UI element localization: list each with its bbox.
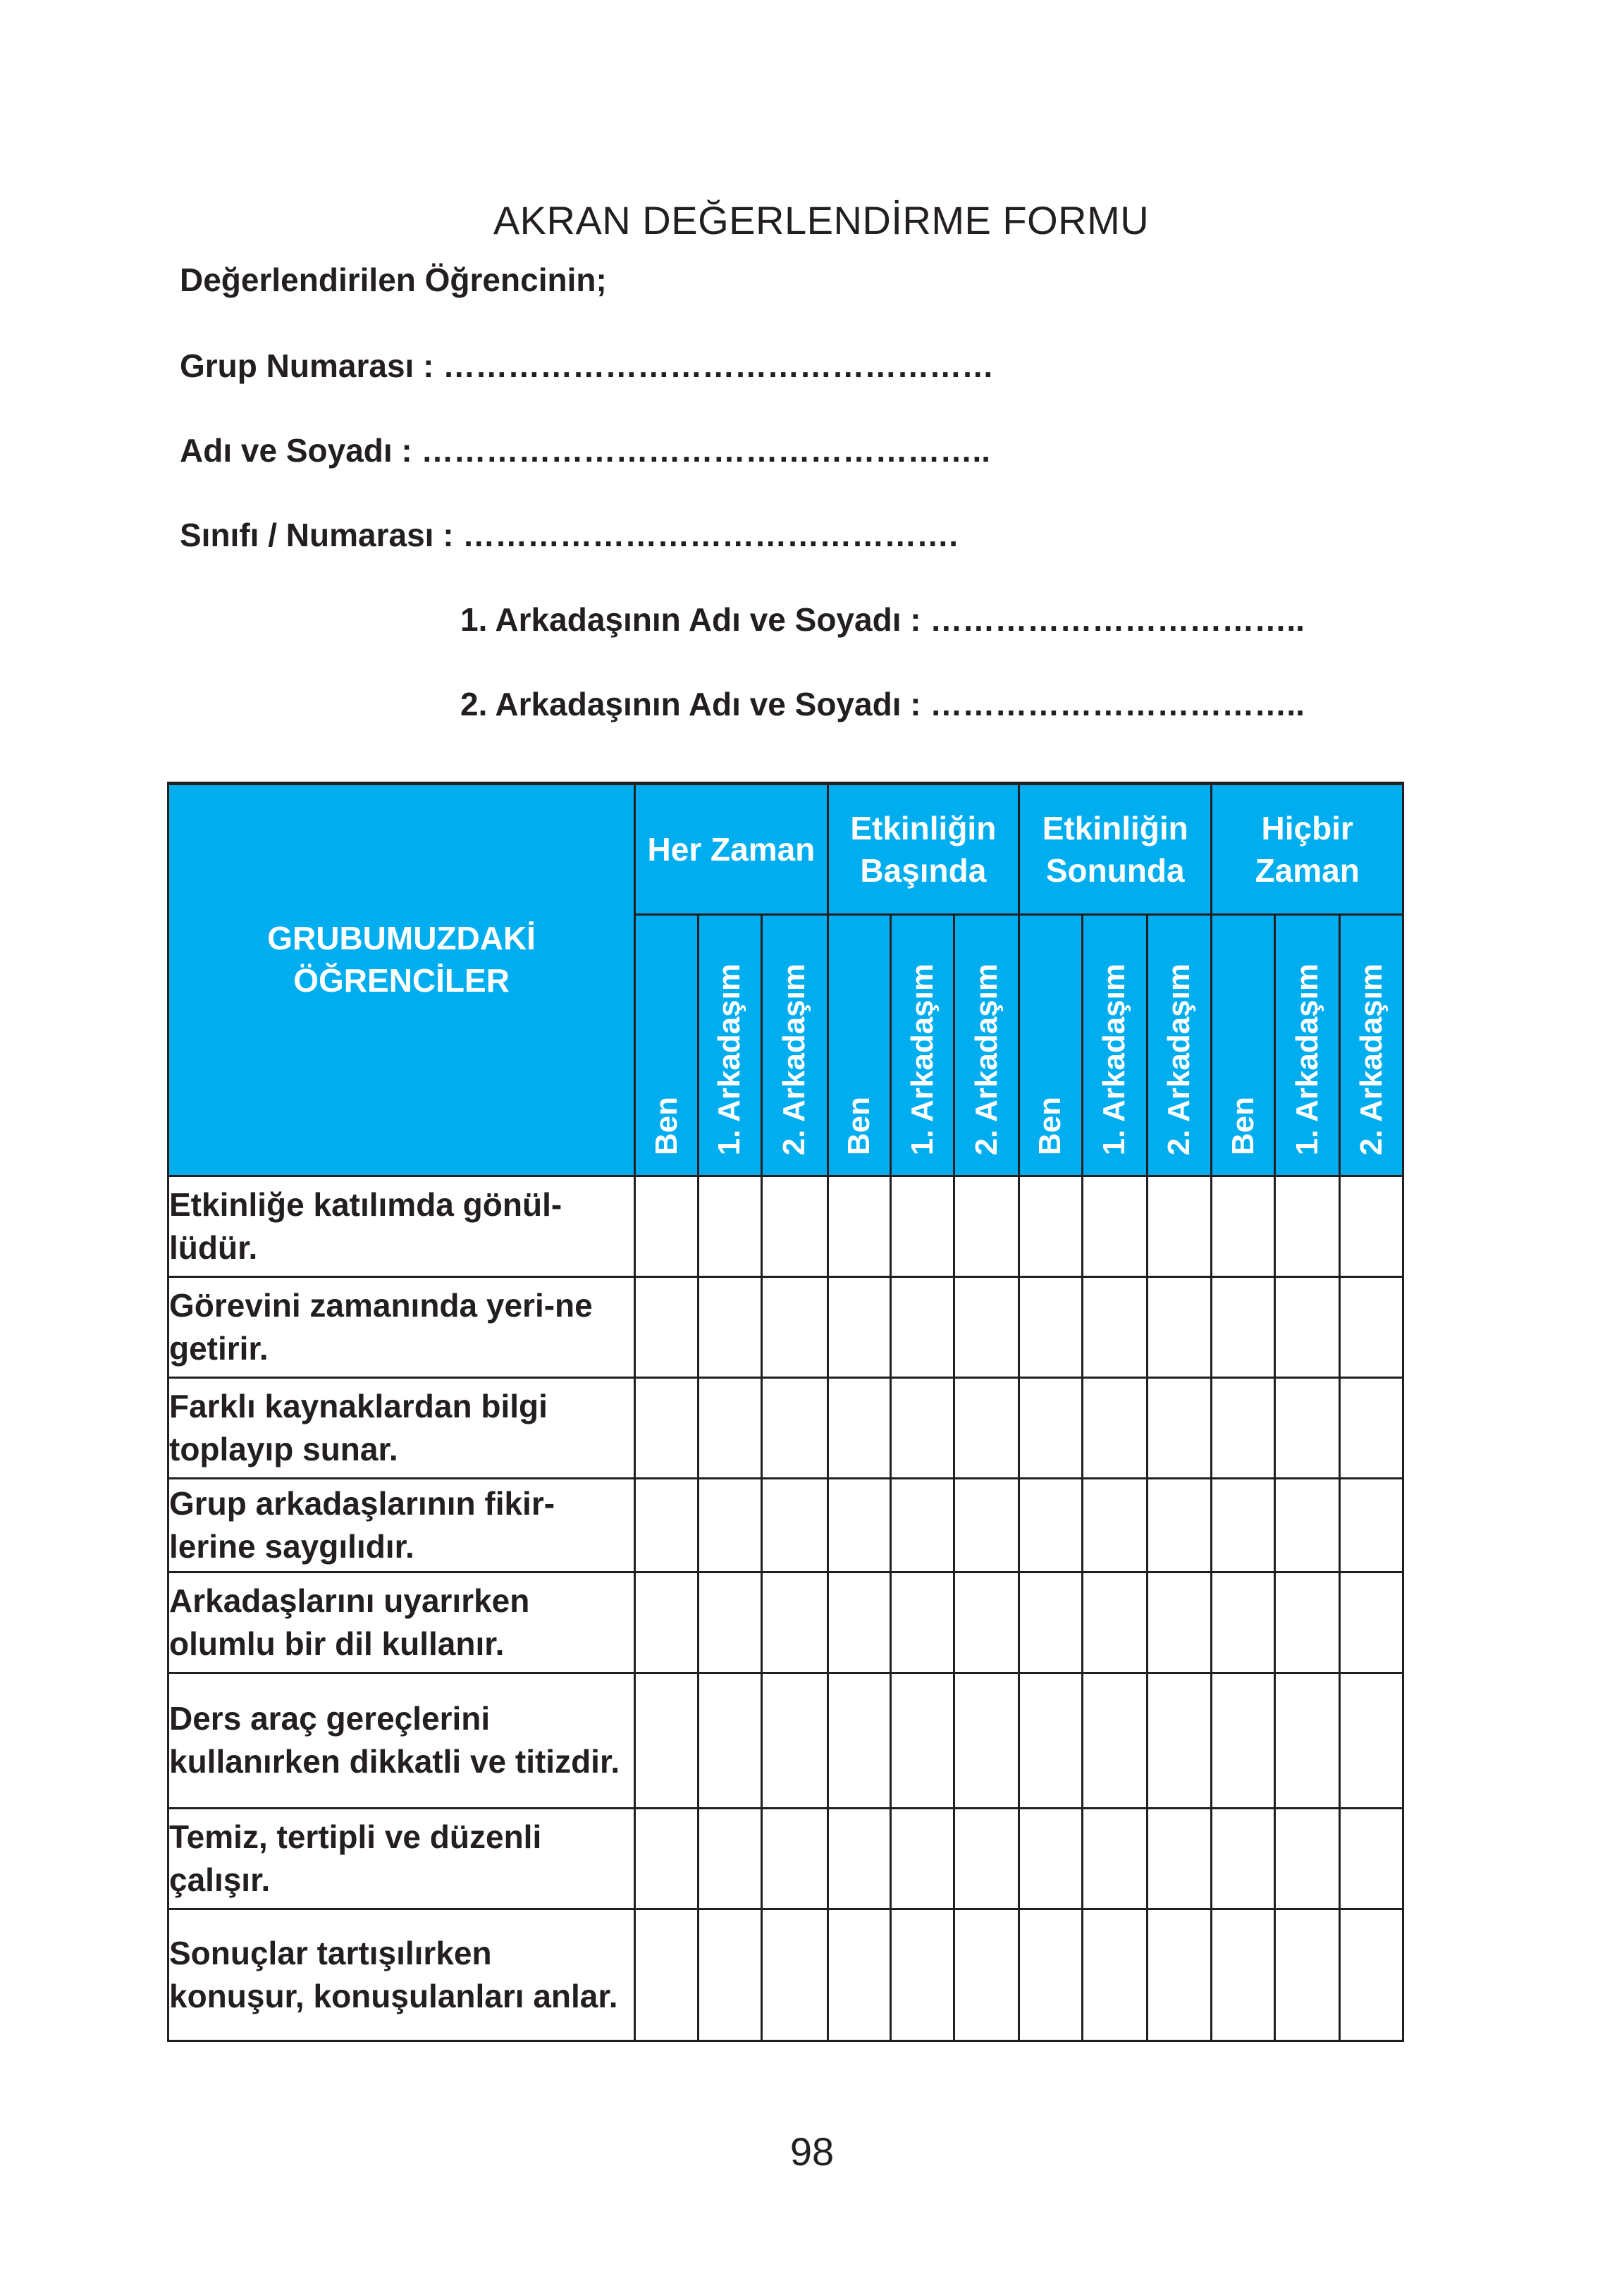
criterion-label: Etkinliğe katılımda gönül-lüdür. [168,1176,635,1277]
rating-cell[interactable] [1019,1378,1083,1479]
criterion-label: Farklı kaynaklardan bilgi toplayıp sunar. [168,1378,635,1479]
subcol-friend1: 1. Arkadaşım [698,915,761,1176]
rating-cell[interactable] [1082,1378,1147,1479]
rating-cell[interactable] [1340,1572,1403,1673]
rating-cell[interactable] [1147,1176,1212,1277]
rating-cell[interactable] [891,1378,954,1479]
subcol-friend1: 1. Arkadaşım [1082,915,1147,1176]
criterion-row [168,1673,1403,1808]
page-number: 98 [789,2129,835,2174]
peer-evaluation-table [167,782,1404,2042]
criterion-label: Ders araç gereçlerini kullanırken dikkatli ve titizdir. [168,1673,635,1808]
rating-cell[interactable] [828,1673,891,1808]
rating-cell[interactable] [761,1909,828,2040]
rating-cell[interactable] [635,1673,699,1808]
rating-cell[interactable] [1147,1673,1212,1808]
rating-cell[interactable] [1082,1673,1147,1808]
rating-cell[interactable] [1212,1808,1275,1909]
group-header-never: Hiçbir Zaman [1212,784,1403,915]
rating-cell[interactable] [1212,1176,1275,1277]
rating-cell[interactable] [1147,1572,1212,1673]
rating-cell[interactable] [891,1572,954,1673]
rating-cell[interactable] [828,1176,891,1277]
criterion-row [168,1572,1403,1673]
students-header: GRUBUMUZDAKİ ÖĞRENCİLER [168,784,635,1176]
rating-cell[interactable] [891,1479,954,1572]
rating-cell[interactable] [954,1808,1019,1909]
rating-cell[interactable] [761,1479,828,1572]
rating-cell[interactable] [761,1277,828,1378]
criterion-label: Sonuçlar tartışılırken konuşur, konuşulanları anlar. [168,1909,635,2040]
rating-cell[interactable] [698,1572,761,1673]
rating-cell[interactable] [828,1572,891,1673]
subcol-friend2: 2. Arkadaşım [954,915,1019,1176]
rating-cell[interactable] [698,1378,761,1479]
rating-cell[interactable] [635,1277,699,1378]
rating-cell[interactable] [1082,1479,1147,1572]
rating-cell[interactable] [1019,1673,1083,1808]
group-header-start: Etkinliğin Başında [828,784,1019,915]
subcol-self: Ben [635,915,699,1176]
rating-cell[interactable] [1275,1909,1340,2040]
rating-cell[interactable] [1275,1277,1340,1378]
rating-cell[interactable] [1019,1479,1083,1572]
rating-cell[interactable] [1147,1479,1212,1572]
group-header-end: Etkinliğin Sonunda [1019,784,1212,915]
rating-cell[interactable] [828,1378,891,1479]
rating-cell[interactable] [1019,1176,1083,1277]
rating-cell[interactable] [954,1378,1019,1479]
rating-cell[interactable] [1340,1277,1403,1378]
rating-cell[interactable] [1340,1673,1403,1808]
rating-cell[interactable] [1147,1808,1212,1909]
rating-cell[interactable] [1019,1909,1083,2040]
subcol-friend2: 2. Arkadaşım [761,915,828,1176]
criterion-label: Arkadaşlarını uyarırken olumlu bir dil kullanır. [168,1572,635,1673]
rating-cell[interactable] [828,1909,891,2040]
rating-cell[interactable] [828,1479,891,1572]
friend2-name-field[interactable]: 2. Arkadaşının Adı ve Soyadı : …………………………….. [460,686,1305,722]
rating-cell[interactable] [761,1808,828,1909]
rating-cell[interactable] [828,1277,891,1378]
rating-cell[interactable] [1082,1909,1147,2040]
rating-cell[interactable] [1275,1572,1340,1673]
rating-cell[interactable] [1147,1378,1212,1479]
rating-cell[interactable] [954,1479,1019,1572]
rating-cell[interactable] [1212,1277,1275,1378]
rating-cell[interactable] [761,1378,828,1479]
rating-cell[interactable] [1275,1479,1340,1572]
criterion-row [168,1909,1403,2040]
criterion-label: Temiz, tertipli ve düzenli çalışır. [168,1808,635,1909]
rating-cell[interactable] [891,1176,954,1277]
rating-cell[interactable] [1212,1479,1275,1572]
rating-cell[interactable] [1019,1808,1083,1909]
rating-cell[interactable] [1212,1572,1275,1673]
rating-cell[interactable] [1340,1479,1403,1572]
rating-cell[interactable] [1147,1277,1212,1378]
rating-cell[interactable] [1340,1808,1403,1909]
criterion-row [168,1378,1403,1479]
subcol-friend2: 2. Arkadaşım [1147,915,1212,1176]
rating-cell[interactable] [635,1176,699,1277]
subcol-friend1: 1. Arkadaşım [891,915,954,1176]
rating-cell[interactable] [891,1808,954,1909]
rating-cell[interactable] [828,1808,891,1909]
subcol-friend1: 1. Arkadaşım [1275,915,1340,1176]
criterion-row [168,1479,1403,1572]
evaluated-student-heading: Değerlendirilen Öğrencinin; [180,261,607,298]
subcol-self: Ben [1019,915,1083,1176]
rating-cell[interactable] [635,1378,699,1479]
subcol-self: Ben [1212,915,1275,1176]
criterion-row [168,1176,1403,1277]
rating-cell[interactable] [1147,1909,1212,2040]
rating-cell[interactable] [761,1176,828,1277]
rating-cell[interactable] [1212,1673,1275,1808]
rating-cell[interactable] [1212,1909,1275,2040]
rating-cell[interactable] [635,1909,699,2040]
name-surname-field[interactable]: Adı ve Soyadı : …………………………………………….. [180,432,991,469]
rating-cell[interactable] [698,1277,761,1378]
rating-cell[interactable] [1340,1176,1403,1277]
rating-cell[interactable] [1019,1277,1083,1378]
subcol-friend2: 2. Arkadaşım [1340,915,1403,1176]
group-number-field[interactable]: Grup Numarası : …………………………………………… [180,347,995,384]
rating-cell[interactable] [1340,1909,1403,2040]
friend1-name-field[interactable]: 1. Arkadaşının Adı ve Soyadı : …………………………….. [460,601,1305,638]
rating-cell[interactable] [954,1909,1019,2040]
criterion-row [168,1808,1403,1909]
rating-cell[interactable] [1275,1176,1340,1277]
rating-cell[interactable] [891,1277,954,1378]
rating-cell[interactable] [1082,1572,1147,1673]
rating-cell[interactable] [698,1673,761,1808]
rating-cell[interactable] [698,1176,761,1277]
rating-cell[interactable] [891,1909,954,2040]
subcol-self: Ben [828,915,891,1176]
rating-cell[interactable] [635,1572,699,1673]
criterion-row [168,1277,1403,1378]
class-number-field[interactable]: Sınıfı / Numarası : ………………………………………. [180,517,959,553]
rating-cell[interactable] [761,1673,828,1808]
rating-cell[interactable] [635,1808,699,1909]
criterion-label: Görevini zamanında yeri-ne getirir. [168,1277,635,1378]
rating-cell[interactable] [1212,1378,1275,1479]
rating-cell[interactable] [1082,1176,1147,1277]
rating-cell[interactable] [1275,1808,1340,1909]
rating-cell[interactable] [954,1176,1019,1277]
rating-cell[interactable] [1019,1572,1083,1673]
rating-cell[interactable] [954,1673,1019,1808]
rating-cell[interactable] [698,1479,761,1572]
rating-cell[interactable] [954,1572,1019,1673]
rating-cell[interactable] [698,1909,761,2040]
rating-cell[interactable] [954,1277,1019,1378]
rating-cell[interactable] [891,1673,954,1808]
rating-cell[interactable] [1275,1673,1340,1808]
group-header-always: Her Zaman [635,784,828,915]
rating-cell[interactable] [1082,1808,1147,1909]
rating-cell[interactable] [1082,1277,1147,1378]
rating-cell[interactable] [635,1479,699,1572]
rating-cell[interactable] [761,1572,828,1673]
rating-cell[interactable] [1275,1378,1340,1479]
rating-cell[interactable] [698,1808,761,1909]
form-title: AKRAN DEĞERLENDİRME FORMU [493,198,1150,242]
rating-cell[interactable] [1340,1378,1403,1479]
criterion-label: Grup arkadaşlarının fikir-lerine saygılıdır. [168,1479,635,1572]
